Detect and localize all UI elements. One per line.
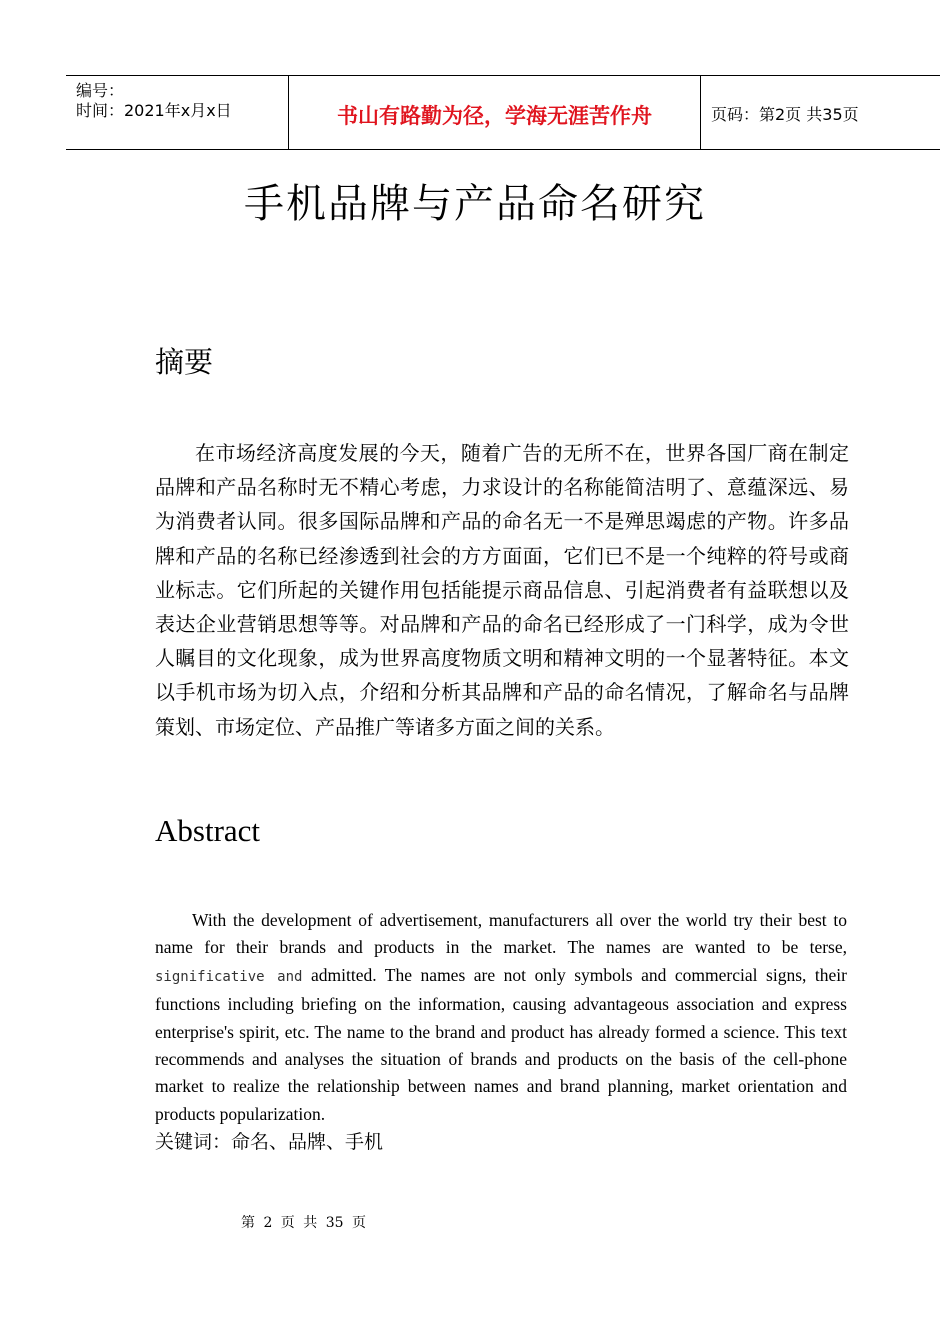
abstract-en-heading: Abstract xyxy=(155,813,261,848)
keywords-line: 关键词：命名、品牌、手机 xyxy=(155,1131,384,1153)
header-page-info: 页码：第2页 共35页 xyxy=(711,105,859,124)
header-motto-cell xyxy=(288,76,701,150)
abstract-en-text-part1: With the development of advertisement, manufacturers all over the world try their best to name for their brands and products in the market. The names are wanted to be terse, xyxy=(155,910,847,958)
abstract-zh-heading: 摘要 xyxy=(155,345,214,379)
abstract-en-paragraph xyxy=(155,907,847,1128)
header-page-cell xyxy=(701,76,940,150)
footer-page-number: 第 2 页 共 35 页 xyxy=(241,1215,366,1231)
document-title: 手机品牌与产品命名研究 xyxy=(244,181,706,227)
header-meta-cell xyxy=(66,76,288,150)
header-motto: 书山有路勤为径，学海无涯苦作舟 xyxy=(337,104,652,128)
abstract-zh-paragraph: 在市场经济高度发展的今天，随着广告的无所不在，世界各国厂商在制定品牌和产品名称时无不精心考虑，力求设计的名称能简洁明了、意蕴深远、易为消费者认同。很多国际品牌和产品的命名无一不是殚思竭虑的产物。许多品牌和产品的名称已经渗透到社会的方方面面，它们已不是一个纯粹的符号或商业标志。它们所起的关键作用包括能提示商品信息、引起消费者有益联想以及表达企业营销思想等等。对品牌和产品的命名已经形成了一门科学，成为令世人瞩目的文化现象，成为世界高度物质文明和精神文明的一个显著特征。本文以手机市场为切入点，介绍和分析其品牌和产品的命名情况，了解命名与品牌策划、市场定位、产品推广等诸多方面之间的关系。 xyxy=(155,441,849,739)
abstract-en-text-part2: significative and xyxy=(155,968,303,985)
page-header xyxy=(66,75,940,150)
document-time-label: 时间：2021年x月x日 xyxy=(76,101,232,120)
page-footer xyxy=(0,1213,950,1233)
document-number-label: 编号： xyxy=(76,81,125,100)
abstract-en-text-part3: admitted. The names are not only symbols and commercial signs, their functions including briefing on the information, causing advantageous association and express enterprise's spirit, etc. The name to the brand and product has already formed a science. This text recommends and analyses the situation of brands and products on the basis of the cell-phone market to realize the relationship between names and brand planning, market orientation and products popularization. xyxy=(155,964,847,1124)
